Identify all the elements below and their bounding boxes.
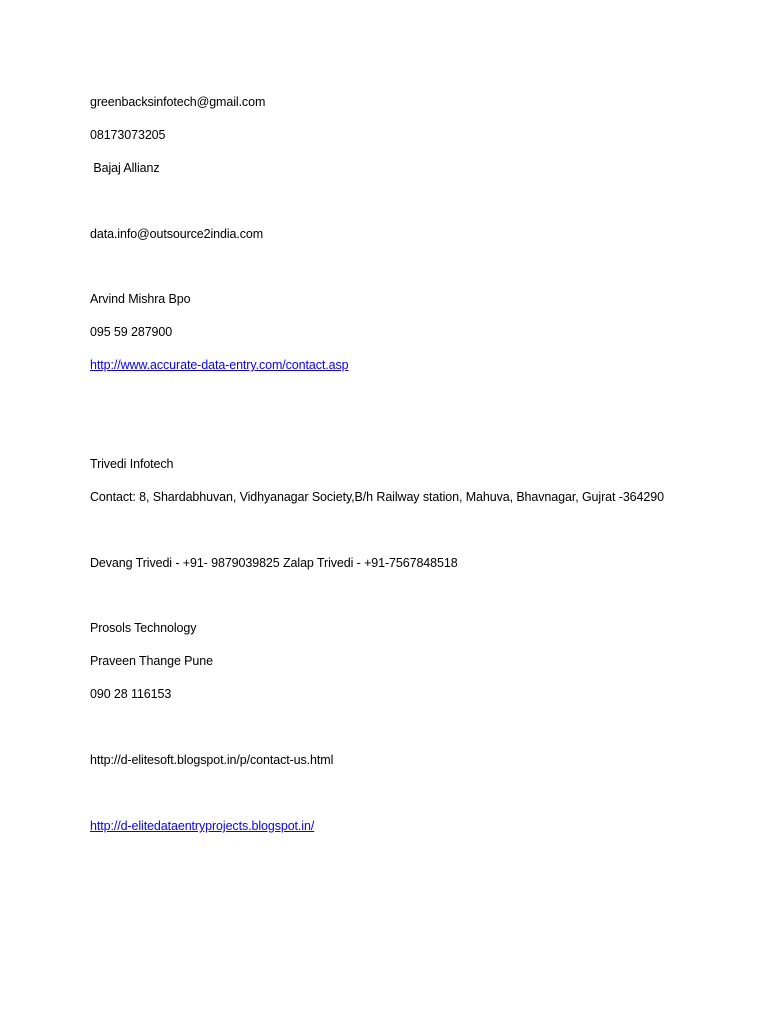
website-link[interactable]: http://www.accurate-data-entry.com/contact.asp bbox=[90, 358, 349, 372]
company-name-text: Bajaj Allianz bbox=[90, 161, 160, 175]
company-name-text: Trivedi Infotech bbox=[90, 457, 174, 471]
phone-text: 090 28 116153 bbox=[90, 687, 172, 701]
url-text: http://d-elitesoft.blogspot.in/p/contact-us.html bbox=[90, 753, 334, 767]
email-text: data.info@outsource2india.com bbox=[90, 227, 264, 241]
website-link[interactable]: http://d-elitedataentryprojects.blogspot.in/ bbox=[90, 819, 315, 833]
phone-text: 095 59 287900 bbox=[90, 325, 173, 339]
phone-text: 08173073205 bbox=[90, 128, 166, 142]
contact-name-text: Praveen Thange Pune bbox=[90, 654, 213, 668]
company-name-text: Prosols Technology bbox=[90, 621, 197, 635]
contact-persons-text: Devang Trivedi - +91- 9879039825 Zalap Trivedi - +91-7567848518 bbox=[90, 556, 458, 570]
contact-name-text: Arvind Mishra Bpo bbox=[90, 292, 191, 306]
email-text: greenbacksinfotech@gmail.com bbox=[90, 95, 266, 109]
address-text: Contact: 8, Shardabhuvan, Vidhyanagar Society,B/h Railway station, Mahuva, Bhavnagar, Gujrat -364290 bbox=[90, 490, 664, 504]
